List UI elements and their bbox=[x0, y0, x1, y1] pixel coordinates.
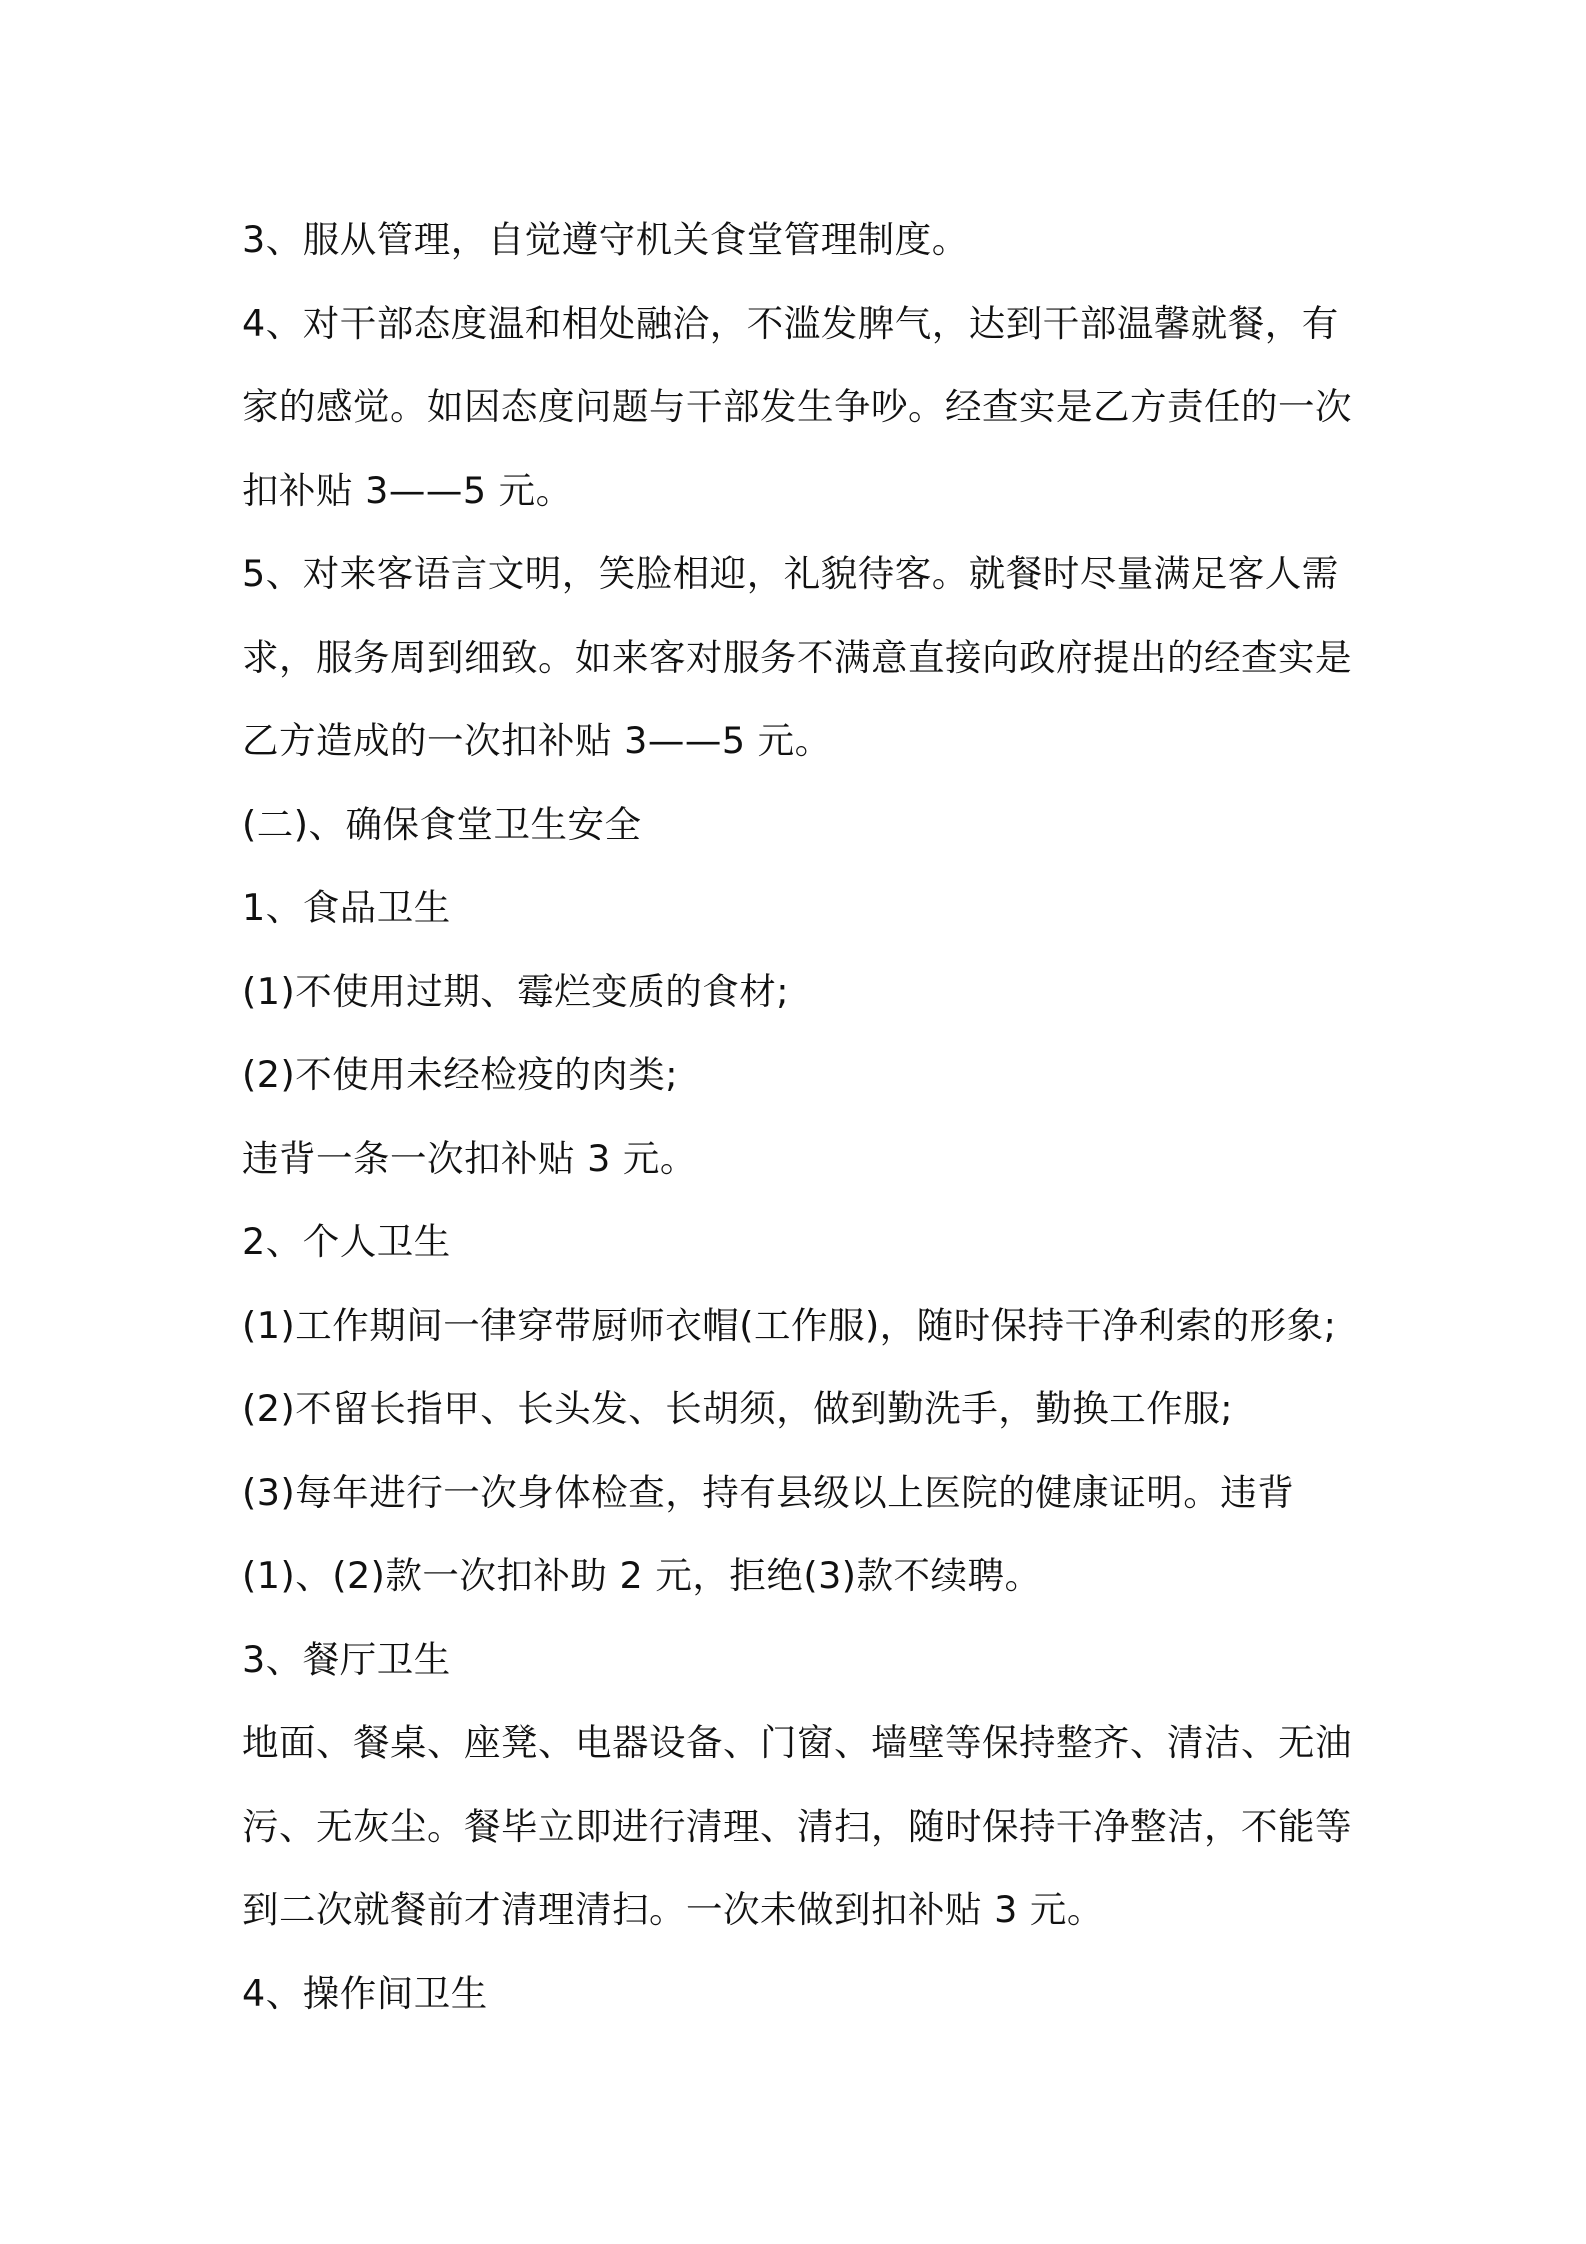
personal-hygiene-item-2: (2)不留长指甲、长头发、长胡须，做到勤洗手，勤换工作服; bbox=[242, 1387, 1233, 1430]
subheading-personal-hygiene: 2、个人卫生 bbox=[242, 1220, 451, 1263]
clause-4-attitude: 4、对干部态度温和相处融洽，不滥发脾气，达到干部温馨就餐，有家的感觉。如因态度问题与干部发生争吵。经查实是乙方责任的一次扣补贴 3——5 元。 bbox=[242, 301, 1352, 512]
clause-3-obey-management: 3、服从管理，自觉遵守机关食堂管理制度。 bbox=[242, 218, 969, 261]
food-hygiene-penalty: 违背一条一次扣补贴 3 元。 bbox=[242, 1136, 697, 1180]
subheading-kitchen-hygiene: 4、操作间卫生 bbox=[242, 1971, 488, 2015]
food-hygiene-item-1: (1)不使用过期、霉烂变质的食材; bbox=[242, 969, 789, 1013]
clause-5-guest-service: 5、对来客语言文明，笑脸相迎，礼貌待客。就餐时尽量满足客人需求，服务周到细致。如来客对服务不满意直接向政府提出的经查实是乙方造成的一次扣补贴 3——5 元。 bbox=[242, 552, 1352, 762]
section-heading-hygiene-safety: (二)、确保食堂卫生安全 bbox=[242, 802, 642, 846]
subheading-dining-hall-hygiene: 3、餐厅卫生 bbox=[242, 1637, 451, 1681]
dining-hall-hygiene-text: 地面、餐桌、座凳、电器设备、门窗、墙壁等保持整齐、清洁、无油污、无灰尘。餐毕立即进行清理、清扫，随时保持干净整洁，不能等到二次就餐前才清理清扫。一次未做到扣补贴 3 元。 bbox=[242, 1721, 1352, 1931]
personal-hygiene-item-3: (3)每年进行一次身体检查，持有县级以上医院的健康证明。违背(1)、(2)款一次扣补助 2 元，拒绝(3)款不续聘。 bbox=[242, 1470, 1295, 1597]
food-hygiene-item-2: (2)不使用未经检疫的肉类; bbox=[242, 1053, 678, 1096]
document-body bbox=[242, 198, 1362, 2035]
personal-hygiene-item-1: (1)工作期间一律穿带厨师衣帽(工作服)，随时保持干净利索的形象; bbox=[242, 1303, 1337, 1347]
subheading-food-hygiene: 1、食品卫生 bbox=[242, 886, 451, 929]
